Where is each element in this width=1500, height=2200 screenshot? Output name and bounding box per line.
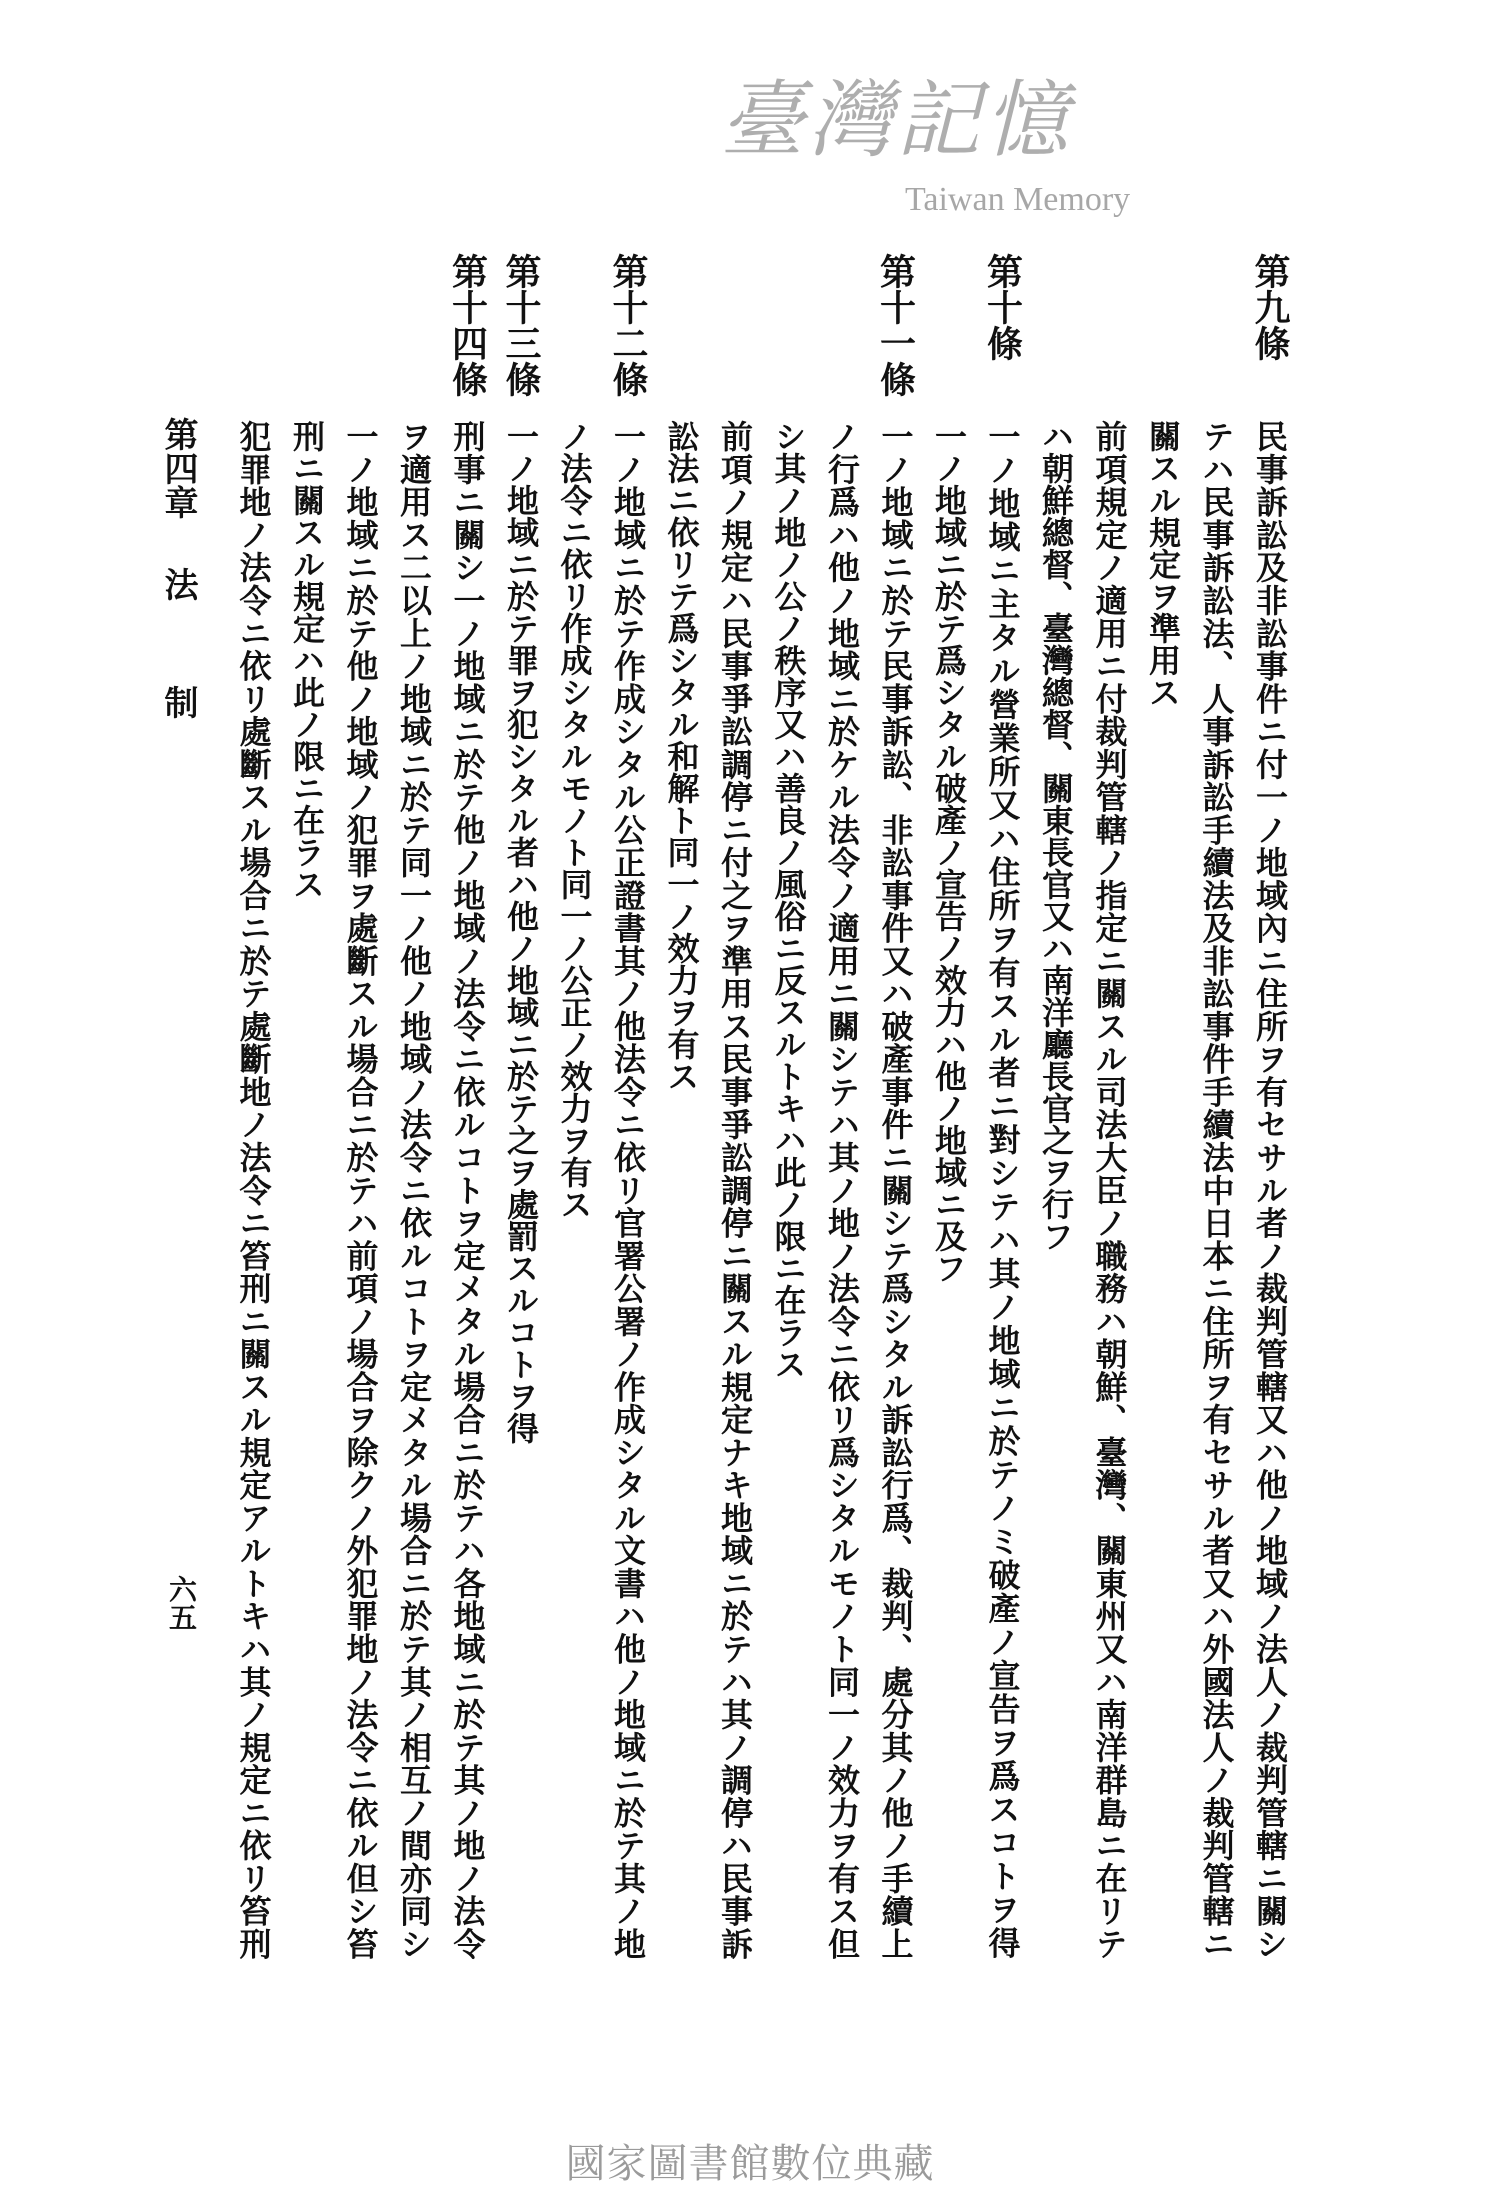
text-column: ハ朝鮮總督、臺灣總督、關東長官又ハ南洋廳長官之ヲ行フ	[1037, 420, 1075, 1252]
text-column: 一ノ地域ニ於テ民事訴訟、非訟事件又ハ破產事件ニ關シテ爲シタル訴訟行爲、裁判、處分其ノ他ノ手續上	[876, 420, 915, 1960]
watermark-subtitle: Taiwan Memory	[905, 181, 1131, 218]
chapter-title-char: 法	[158, 567, 198, 601]
text-column: テハ民事訴訟法、人事訴訟手續法及非訟事件手續法中日本ニ住所ヲ有セサル者又ハ外國法人ノ裁判管轄ニ	[1197, 420, 1236, 1960]
text-column: シ其ノ地ノ公ノ秩序又ハ善良ノ風俗ニ反スルトキハ此ノ限ニ在ラス	[769, 420, 808, 1380]
chapter-number: 第四章	[158, 417, 198, 519]
text-column: 一ノ地域ニ於テ他ノ地域ノ犯罪ヲ處斷スル場合ニ於テハ前項ノ場合ヲ除クノ外犯罪地ノ法令ニ依ル但シ笞	[341, 420, 380, 1960]
watermark-logo: 臺灣記憶	[720, 71, 1073, 169]
text-column: ヲ適用ス二以上ノ地域ニ於テ同一ノ他ノ地域ノ法令ニ依ルコトヲ定メタル場合ニ於テ其ノ相互ノ間亦同シ	[395, 420, 433, 1960]
article-label: 第十三條	[500, 253, 542, 397]
text-column: 一ノ地域ニ主タル營業所又ハ住所ヲ有スル者ニ對シテハ其ノ地域ニ於テノミ破產ノ宣告ヲ爲スコトヲ得	[983, 420, 1022, 1960]
text-column: 犯罪地ノ法令ニ依リ處斷スル場合ニ於テ處斷地ノ法令ニ笞刑ニ關スル規定アルトキハ其ノ規定ニ依リ笞刑	[234, 420, 273, 1960]
text-column: 訟法ニ依リテ爲シタル和解ト同一ノ效力ヲ有ス	[662, 420, 701, 1092]
chapter-header	[158, 417, 198, 717]
article-label: 第十一條	[874, 253, 917, 397]
article-label: 第十條	[981, 253, 1024, 361]
chapter-title-char: 制	[158, 685, 198, 719]
text-column: ノ法令ニ依リ作成シタルモノト同一ノ公正ノ效力ヲ有ス	[555, 420, 594, 1220]
text-column: 民事訴訟及非訟事件ニ付一ノ地域內ニ住所ヲ有セサル者ノ裁判管轄又ハ他ノ地域ノ法人ノ裁判管轄ニ關シ	[1251, 420, 1289, 1960]
article-label: 第九條	[1249, 253, 1291, 361]
text-column: 一ノ地域ニ於テ爲シタル破產ノ宣告ノ效力ハ他ノ地域ニ及フ	[930, 420, 968, 1284]
article-label: 第十四條	[446, 253, 489, 397]
text-column: 關スル規定ヲ準用ス	[1144, 420, 1182, 708]
text-column: 前項規定ノ適用ニ付裁判管轄ノ指定ニ關スル司法大臣ノ職務ハ朝鮮、臺灣、關東州又ハ南洋群島ニ在リテ	[1090, 420, 1129, 1960]
text-column: 刑事ニ關シ一ノ地域ニ於テ他ノ地域ノ法令ニ依ルコトヲ定メタル場合ニ於テハ各地域ニ於テ其ノ地ノ法令	[448, 420, 487, 1960]
text-column: 一ノ地域ニ於テ作成シタル公正證書其ノ他法令ニ依リ官署公署ノ作成シタル文書ハ他ノ地域ニ於テ其ノ地	[609, 420, 647, 1960]
text-column: 一ノ地域ニ於テ罪ヲ犯シタル者ハ他ノ地域ニ於テ之ヲ處罰スルコトヲ得	[502, 420, 540, 1444]
article-label: 第十二條	[607, 253, 649, 397]
text-column: 刑ニ關スル規定ハ此ノ限ニ在ラス	[288, 420, 326, 900]
text-column: 前項ノ規定ハ民事爭訟調停ニ付之ヲ準用ス民事爭訟調停ニ關スル規定ナキ地域ニ於テハ其ノ調停ハ民事訴	[716, 420, 754, 1960]
text-column: ノ行爲ハ他ノ地域ニ於ケル法令ノ適用ニ關シテハ其ノ地ノ法令ニ依リ爲シタルモノト同一ノ效力ヲ有ス但	[823, 420, 861, 1960]
page-number: 六五	[165, 1575, 198, 1631]
library-footer: 國家圖書館數位典藏	[565, 2141, 935, 2187]
